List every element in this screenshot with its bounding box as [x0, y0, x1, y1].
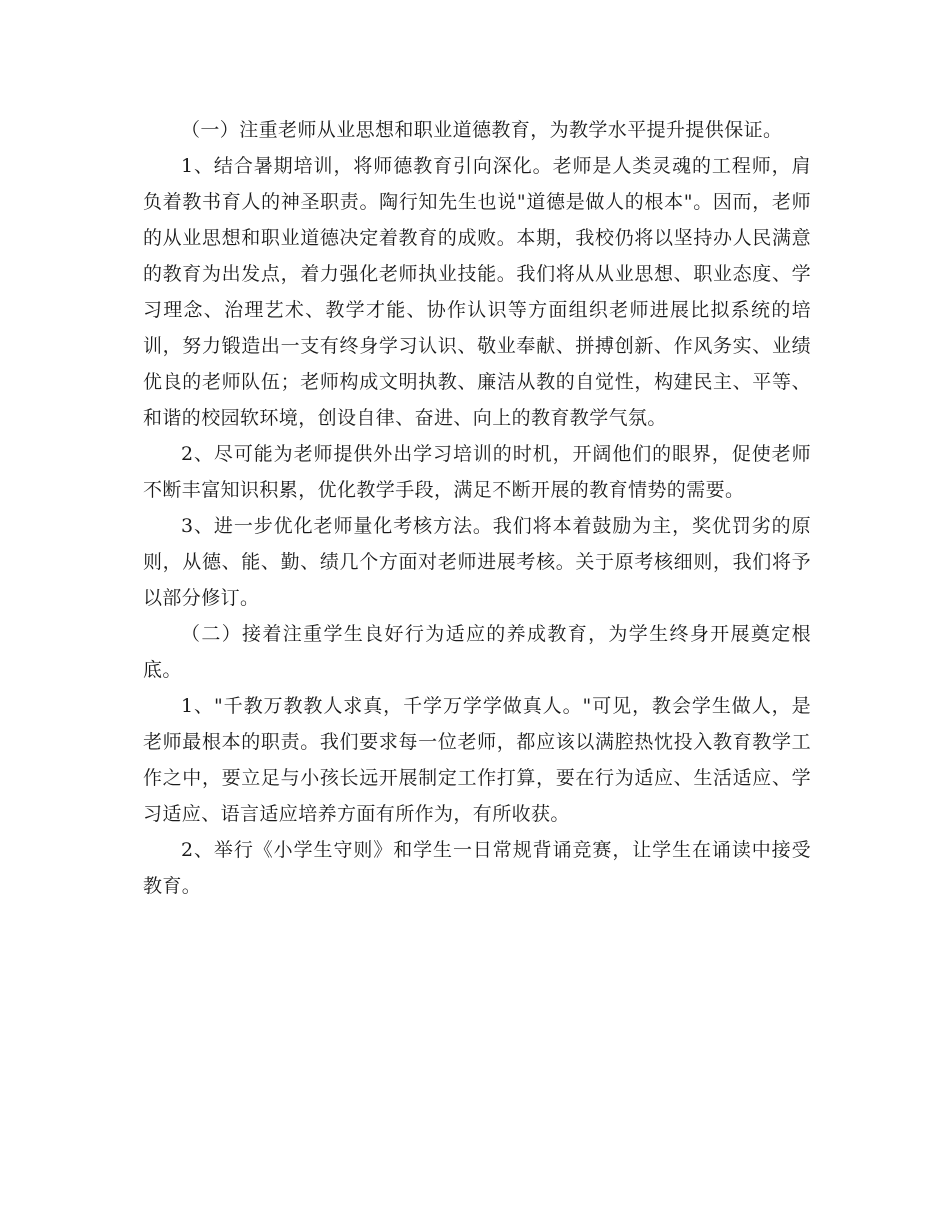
paragraph-teach-to-be-human: 1、"千教万教教人求真，千学万学学做真人。"可见，教会学生做人，是老师最根本的职责。我们要求每一位老师，都应该以满腔热忱投入教育教学工作之中，要立足与小孩长远开展制定工作打算，要在行为适应、生活适应、学习适应、语言适应培养方面有所作为，有所收获。	[143, 695, 811, 825]
section-heading-teacher-ethics: （一）注重老师从业思想和职业道德教育，为教学水平提升提供保证。	[181, 119, 783, 141]
paragraph-summer-training: 1、结合暑期培训，将师德教育引向深化。老师是人类灵魂的工程师，肩负着教书育人的神圣职责。陶行知先生也说"道德是做人的根本"。因而，老师的从业思想和职业道德决定着教育的成败。本期，我校仍将以坚持办人民满意的教育为出发点，着力强化老师执业技能。我们将从从业思想、职业态度、学习理念、治理艺术、教学才能、协作认识等方面组织老师进展比拟系统的培训，努力锻造出一支有终身学习认识、敬业奉献、拼搏创新、作风务实、业绩优良的老师队伍；老师构成文明执教、廉洁从教的自觉性，构建民主、平等、和谐的校园软环境，创设自律、奋进、向上的教育教学气氛。	[143, 155, 811, 429]
paragraph-external-training: 2、尽可能为老师提供外出学习培训的时机，开阔他们的眼界，促使老师不断丰富知识积累，优化教学手段，满足不断开展的教育情势的需要。	[143, 443, 811, 501]
section-heading-student-habits: （二）接着注重学生良好行为适应的养成教育，为学生终身开展奠定根底。	[143, 623, 811, 681]
paragraph-recitation-contest: 2、举行《小学生守则》和学生一日常规背诵竞赛，让学生在诵读中接受教育。	[143, 839, 811, 897]
document-body	[143, 112, 811, 904]
paragraph-assessment: 3、进一步优化老师量化考核方法。我们将本着鼓励为主，奖优罚劣的原则，从德、能、勤、绩几个方面对老师进展考核。关于原考核细则，我们将予以部分修订。	[143, 515, 811, 609]
